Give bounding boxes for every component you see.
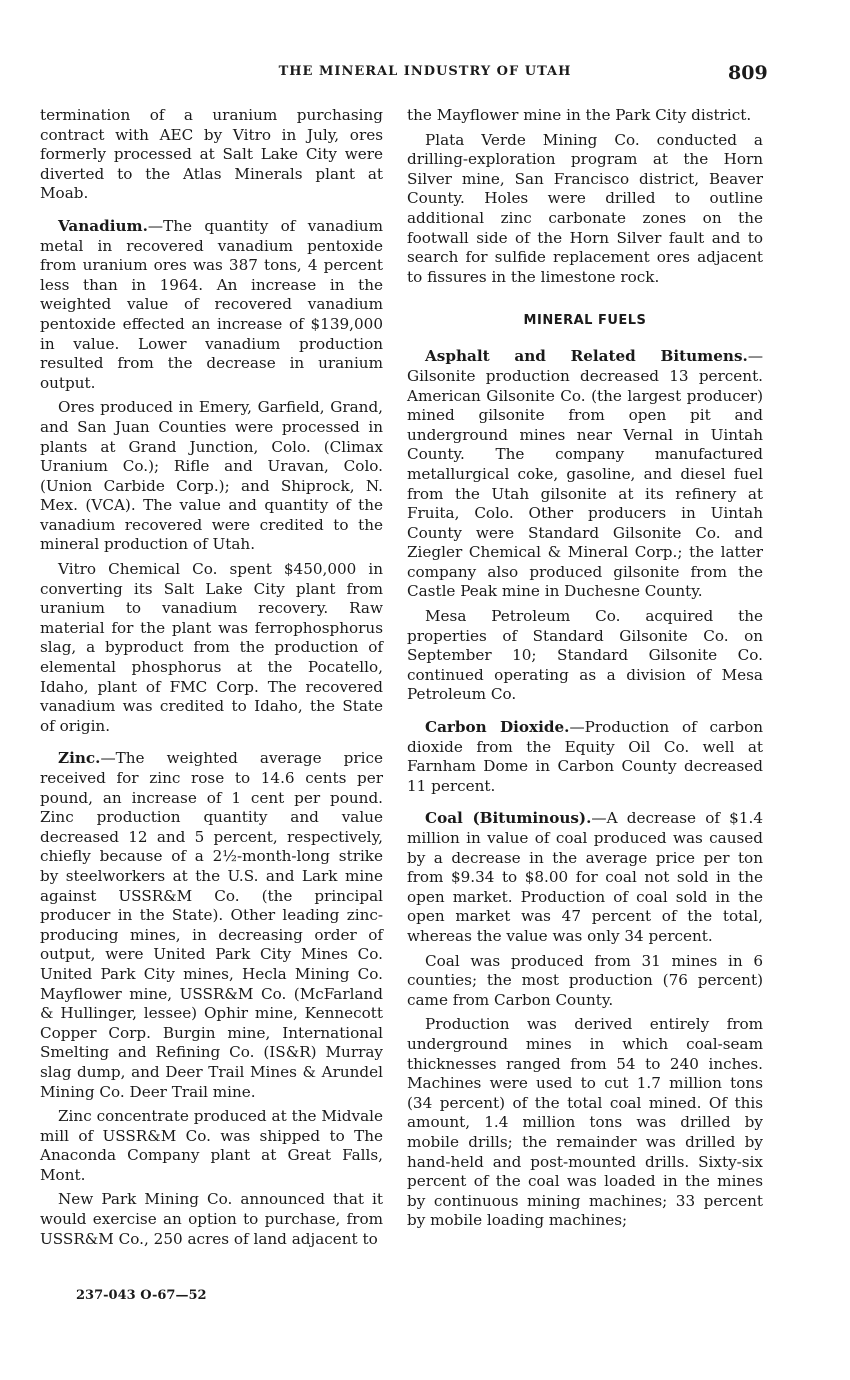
running-head: THE MINERAL INDUSTRY OF UTAH (278, 64, 572, 79)
paragraph-vitro-chemical: Vitro Chemical Co. spent $450,000 in converting its Salt Lake City plant from uranium to vanadium recovery. Raw material for the plant was ferrophosphorus slag, a byproduct from the production of elemental phosphorus at the Pocatello, Idaho, plant of FMC Corp. The recovered vanadium was credited to Idaho, the State of origin. (40, 560, 383, 735)
paragraph-coal-production: Production was derived entirely from underground mines in which coal-seam thicknesses ranged from 54 to 240 inches. Machines were used to cut 1.7 million tons (34 percent) of the total coal mined. Of this amount, 1.4 million tons was drilled by mobile drills; the remainder was drilled by hand-held and post-mounted drills. Sixty-six percent of the coal was loaded in the mines by continuous mining machines; 33 percent by mobile loading machines; (407, 1015, 763, 1230)
vanadium-text: —The quantity of vanadium metal in recovered vanadium pentoxide from uranium ores was 387 tons, 4 percent less than in 1964. An increase in the weighted value of recovered vanadium pentoxide effected an increase of $139,000 in value. Lower vanadium production resulted from the decrease in uranium output. (40, 216, 383, 392)
carbon-dioxide-text: —Production of carbon dioxide from the Equity Oil Co. well at Farnham Dome in Carbon County decreased 11 percent. (407, 718, 763, 795)
asphalt-heading: Asphalt and Related Bitumens. (425, 347, 748, 366)
right-column (407, 106, 763, 1231)
paragraph-zinc-concentrate: Zinc concentrate produced at the Midvale mill of USSR&M Co. was shipped to The Anaconda Company plant at Great Falls, Mont. (40, 1107, 383, 1184)
carbon-dioxide-heading: Carbon Dioxide. (425, 718, 570, 737)
section-heading-mineral-fuels: MINERAL FUELS (523, 313, 647, 329)
paragraph-mayflower: the Mayflower mine in the Park City district. (407, 106, 752, 124)
page-number: 809 (728, 62, 768, 84)
paragraph-vanadium (40, 217, 383, 393)
paragraph-coal (407, 809, 763, 946)
zinc-heading: Zinc. (58, 749, 101, 768)
paragraph-carbon-dioxide (407, 718, 763, 796)
paragraph-new-park-mining: New Park Mining Co. announced that it would exercise an option to purchase, from USSR&M Co., 250 acres of land adjacent to (40, 1190, 383, 1248)
asphalt-text: —Gilsonite production decreased 13 percent. American Gilsonite Co. (the largest producer) mined gilsonite from open pit and underground mines near Vernal in Uintah County. The company manufactured metallurgical coke, gasoline, and diesel fuel from the Utah gilsonite at its refinery at Fruita, Colo. Other producers in Uintah County were Standard Gilsonite Co. and Ziegler Chemical & Mineral Corp.; the latter company also produced gilsonite from the Castle Peak mine in Duchesne County. (407, 347, 763, 601)
footer-print-code: 237-043 O-67—52 (76, 1288, 207, 1303)
coal-heading: Coal (Bituminous). (425, 809, 592, 828)
zinc-text: —The weighted average price received for zinc rose to 14.6 cents per pound, an increase of 1 cent per pound. Zinc production quantity and value decreased 12 and 5 percent, respectively, chiefly because of a 2½-month-long strike by steelworkers at the U.S. and Lark mine against USSR&M Co. (the principal producer in the State). Other leading zinc-producing mines, in decreasing order of output, were United Park City Mines Co. United Park City mines, Hecla Mining Co. Mayflower mine, USSR&M Co. (McFarland & Hullinger, lessee) Ophir mine, Kennecott Copper Corp. Burgin mine, International Smelting and Refining Co. (IS&R) Murray slag dump, and Deer Trail Mines & Arundel Mining Co. Deer Trail mine. (40, 749, 383, 1101)
paragraph-asphalt (407, 347, 763, 602)
paragraph-ores-processing: Ores produced in Emery, Garfield, Grand, and San Juan Counties were processed in plants at Grand Junction, Colo. (Climax Uranium Co.); Rifle and Uravan, Colo. (Union Carbide Corp.); and Shiprock, N. Mex. (VCA). The value and quantity of the vanadium recovered were credited to the mineral production of Utah. (40, 398, 383, 554)
paragraph-plata-verde: Plata Verde Mining Co. conducted a drilling-exploration program at the Horn Silver mine, San Francisco district, Beaver County. Holes were drilled to outline additional zinc carbonate zones on the footwall side of the Horn Silver fault and to search for sulfide replacement ores adjacent to fissures in the limestone rock. (407, 130, 763, 286)
left-column (40, 106, 383, 1249)
paragraph-zinc (40, 749, 383, 1102)
paragraph-coal-mines: Coal was produced from 31 mines in 6 counties; the most production (76 percent) came from Carbon County. (407, 951, 763, 1009)
vanadium-heading: Vanadium. (58, 216, 148, 235)
coal-text: —A decrease of $1.4 million in value of coal produced was caused by a decrease in the average price per ton from $9.34 to $8.00 for coal not sold in the open market. Production of coal sold in the open market was 47 percent of the total, whereas the value was only 34 percent. (407, 809, 763, 945)
paragraph-mesa-petroleum: Mesa Petroleum Co. acquired the properties of Standard Gilsonite Co. on September 10; Standard Gilsonite Co. continued operating as a division of Mesa Petroleum Co. (407, 607, 763, 704)
paragraph-uranium-contract: termination of a uranium purchasing contract with AEC by Vitro in July, ores formerly processed at Salt Lake City were diverted to the Atlas Minerals plant at Moab. (40, 106, 383, 203)
